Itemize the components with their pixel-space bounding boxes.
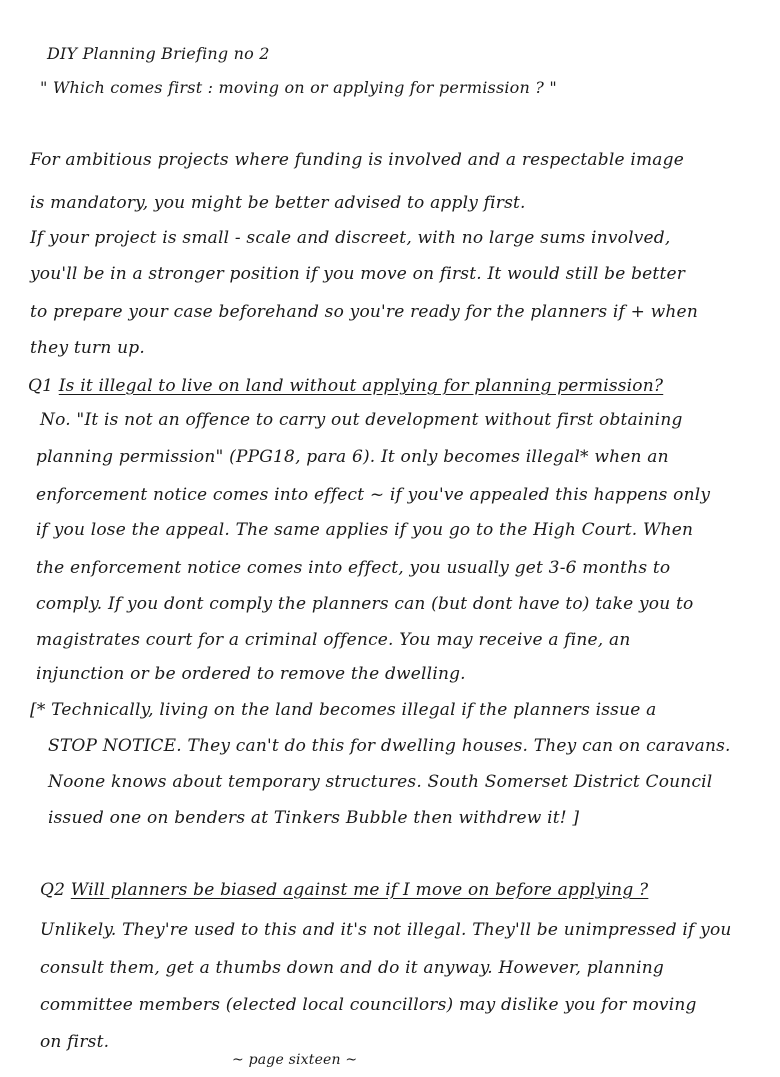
footnote-line: issued one on benders at Tinkers Bubble then withdrew it! ] xyxy=(48,808,580,828)
q1-answer-line: if you lose the appeal. The same applies if you go to the High Court. When xyxy=(36,520,694,540)
q2-answer-line: on first. xyxy=(40,1032,110,1052)
footnote-line: STOP NOTICE. They can't do this for dwelling houses. They can on caravans. xyxy=(48,736,731,756)
q2-answer-line: consult them, get a thumbs down and do it anyway. However, planning xyxy=(40,958,664,978)
intro-line: is mandatory, you might be better advised to apply first. xyxy=(30,193,526,213)
q1-question: Is it illegal to live on land without applying for planning permission? xyxy=(58,376,664,396)
intro-line: For ambitious projects where funding is involved and a respectable image xyxy=(30,150,684,170)
q2-question: Will planners be biased against me if I move on before applying ? xyxy=(70,880,649,900)
intro-line: you'll be in a stronger position if you move on first. It would still be better xyxy=(30,264,686,284)
footnote-line: [* Technically, living on the land becomes illegal if the planners issue a xyxy=(30,700,657,720)
intro-line: they turn up. xyxy=(30,338,145,358)
q2-answer-line: Unlikely. They're used to this and it's not illegal. They'll be unimpressed if you xyxy=(40,920,732,940)
intro-line: to prepare your case beforehand so you're ready for the planners if + when xyxy=(30,302,698,322)
q2-heading xyxy=(40,880,648,900)
intro-line: If your project is small - scale and discreet, with no large sums involved, xyxy=(30,228,671,248)
q2-answer-line: committee members (elected local councillors) may dislike you for moving xyxy=(40,995,697,1015)
page-number: ~ page sixteen ~ xyxy=(232,1052,358,1068)
q1-answer-line: comply. If you dont comply the planners can (but dont have to) take you to xyxy=(36,594,694,614)
briefing-subtitle: " Which comes first : moving on or applying for permission ? " xyxy=(40,78,557,97)
q1-answer-line: injunction or be ordered to remove the dwelling. xyxy=(36,664,466,684)
briefing-title: DIY Planning Briefing no 2 xyxy=(47,44,270,63)
q1-answer-line: magistrates court for a criminal offence. You may receive a fine, an xyxy=(36,630,631,650)
q1-answer-line: No. "It is not an offence to carry out development without first obtaining xyxy=(40,410,683,430)
footnote-line: Noone knows about temporary structures. South Somerset District Council xyxy=(48,772,713,792)
q1-heading xyxy=(28,376,663,396)
q2-number: Q2 xyxy=(40,880,66,900)
q1-answer-line: enforcement notice comes into effect ~ if you've appealed this happens only xyxy=(36,485,711,505)
q1-number: Q1 xyxy=(28,376,54,396)
q1-answer-line: the enforcement notice comes into effect, you usually get 3-6 months to xyxy=(36,558,671,578)
q1-answer-line: planning permission" (PPG18, para 6). It only becomes illegal* when an xyxy=(36,447,669,467)
